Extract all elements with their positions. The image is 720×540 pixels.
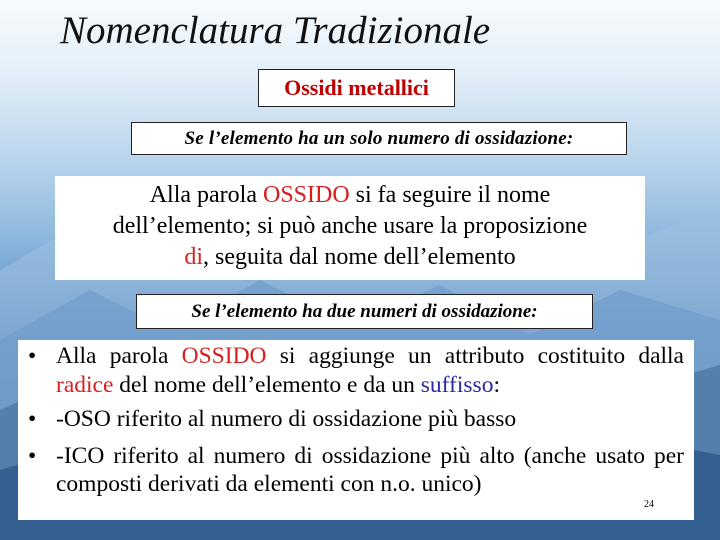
- section2-heading: Se l’elemento ha due numeri di ossidazione:: [136, 294, 593, 329]
- page-number: 24: [644, 499, 654, 510]
- text-run: si fa seguire il nome: [349, 182, 551, 208]
- suffix-ico: -ICO: [56, 442, 105, 469]
- bullet-item: [28, 442, 684, 499]
- section1-text-box: [55, 176, 645, 280]
- bullet-item: [28, 405, 684, 434]
- section1-line2: dell’elemento; si può anche usare la proposizione: [112, 213, 588, 239]
- section1-line3: [55, 242, 645, 273]
- slide-title: Nomenclatura Tradizionale: [60, 9, 491, 52]
- suffix-oso: -OSO: [56, 406, 111, 432]
- text-run: riferito al numero di ossidazione più basso: [110, 406, 517, 432]
- section1-heading: Se l’elemento ha un solo numero di ossidazione:: [131, 122, 627, 155]
- keyword-suffisso: suffisso: [420, 371, 494, 398]
- bullet-box: [18, 340, 694, 520]
- keyword-ossido: OSSIDO: [262, 182, 350, 208]
- bullet-dot: •: [28, 343, 37, 369]
- text-run: Alla parola: [149, 182, 263, 208]
- keyword-ossido: OSSIDO: [181, 343, 267, 369]
- bullet-dot: •: [28, 406, 37, 432]
- keyword-di: di: [184, 244, 204, 270]
- subtitle-box: Ossidi metallici: [258, 69, 455, 107]
- keyword-radice: radice: [56, 371, 114, 398]
- bullet-dot: •: [28, 442, 37, 469]
- bullet-list: [28, 342, 684, 499]
- bullet-item: [28, 342, 684, 399]
- text-run: , seguita dal nome dell’elemento: [203, 244, 516, 270]
- text-run: :: [493, 371, 500, 398]
- text-run: del nome dell’elemento e da un: [113, 371, 421, 398]
- text-run: riferito al numero di ossidazione più alto (anche usato per composti derivati da elementi con n.o. unico): [56, 442, 684, 497]
- section1-line1: [55, 180, 645, 211]
- text-run: Alla parola: [56, 343, 182, 369]
- text-run: si aggiunge un attributo costituito dalla: [266, 343, 684, 369]
